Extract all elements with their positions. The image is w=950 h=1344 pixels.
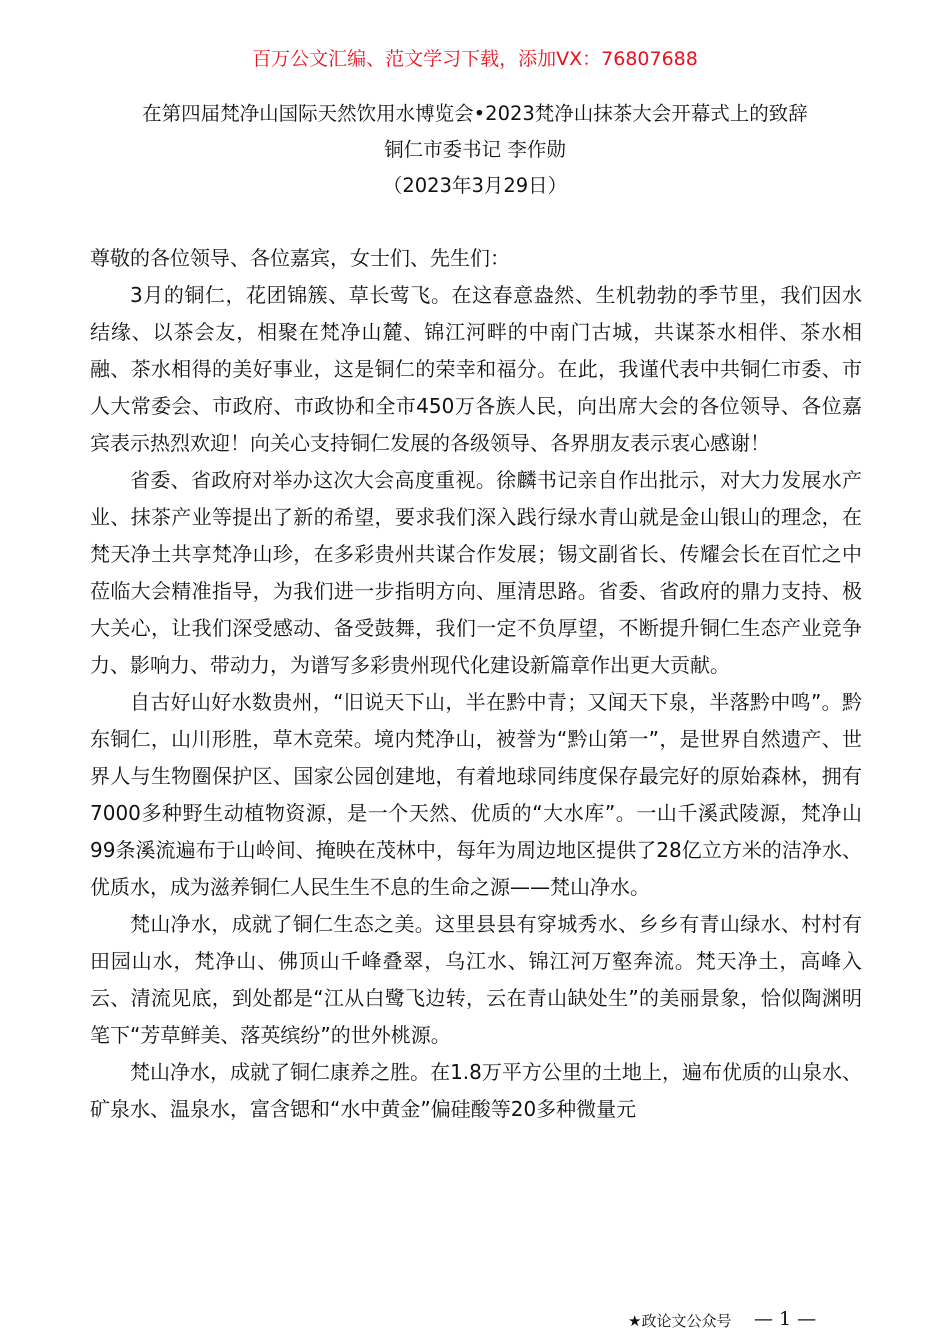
- paragraph-provincial-support: 省委、省政府对举办这次大会高度重视。徐麟书记亲自作出批示，对大力发展水产业、抹茶产业等提出了新的希望，要求我们深入践行绿水青山就是金山银山的理念，在梵天净土共享梵净山珍，在多彩贵州共谋合作发展；锡文副省长、传耀会长在百忙之中莅临大会精准指导，为我们进一步指明方向、厘清思路。省委、省政府的鼎力支持、极大关心，让我们深受感动、备受鼓舞，我们一定不负厚望，不断提升铜仁生态产业竞争力、影响力、带动力，为谱写多彩贵州现代化建设新篇章作出更大贡献。: [90, 468, 862, 677]
- paragraph-ecological-beauty: 梵山净水，成就了铜仁生态之美。这里县县有穿城秀水、乡乡有青山绿水、村村有田园山水，梵净山、佛顶山千峰叠翠，乌江水、锦江河万壑奔流。梵天净土，高峰入云、清流见底，到处都是“江从白鹭飞边转，云在青山缺处生”的美丽景象，恰似陶渊明笔下“芳草鲜美、落英缤纷”的世外桃源。: [90, 912, 862, 1047]
- salutation: 尊敬的各位领导、各位嘉宾，女士们、先生们：: [90, 246, 510, 270]
- document-title: 在第四届梵净山国际天然饮用水博览会•2023梵净山抹茶大会开幕式上的致辞: [142, 102, 808, 125]
- speech-date: （2023年3月29日）: [382, 174, 568, 197]
- speech-body: [90, 240, 862, 1128]
- paragraph-welcome: 3月的铜仁，花团锦簇、草长莺飞。在这春意盎然、生机勃勃的季节里，我们因水结缘、以茶会友，相聚在梵净山麓、锦江河畔的中南门古城，共谋茶水相伴、茶水相融、茶水相得的美好事业，这是铜仁的荣幸和福分。在此，我谨代表中共铜仁市委、市人大常委会、市政府、市政协和全市450万各族人民，向出席大会的各位领导、各位嘉宾表示热烈欢迎！向关心支持铜仁发展的各级领导、各界朋友表示衷心感谢！: [90, 283, 862, 455]
- paragraph-fanjingshan-water: 自古好山好水数贵州，“旧说天下山，半在黔中青；又闻天下泉，半落黔中鸣”。黔东铜仁，山川形胜，草木竞荣。境内梵净山，被誉为“黔山第一”，是世界自然遗产、世界人与生物圈保护区、国家公园创建地，有着地球同纬度保存最完好的原始森林，拥有7000多种野生动植物资源，是一个天然、优质的“大水库”。一山千溪武陵源，梵净山99条溪流遍布于山岭间、掩映在茂林中，每年为周边地区提供了28亿立方米的洁净水、优质水，成为滋养铜仁人民生生不息的生命之源——梵山净水。: [90, 690, 862, 899]
- footer-account-label: ★政论文公众号: [628, 1312, 732, 1330]
- page-number: — 1 —: [754, 1308, 817, 1330]
- header-banner: 百万公文汇编、范文学习下载，添加VX：76807688: [252, 48, 698, 70]
- paragraph-health-resources: 梵山净水，成就了铜仁康养之胜。在1.8万平方公里的土地上，遍布优质的山泉水、矿泉水、温泉水，富含锶和“水中黄金”偏硅酸等20多种微量元: [90, 1060, 862, 1121]
- document-title-block: [60, 96, 890, 204]
- speaker-line: 铜仁市委书记 李作勋: [384, 138, 566, 161]
